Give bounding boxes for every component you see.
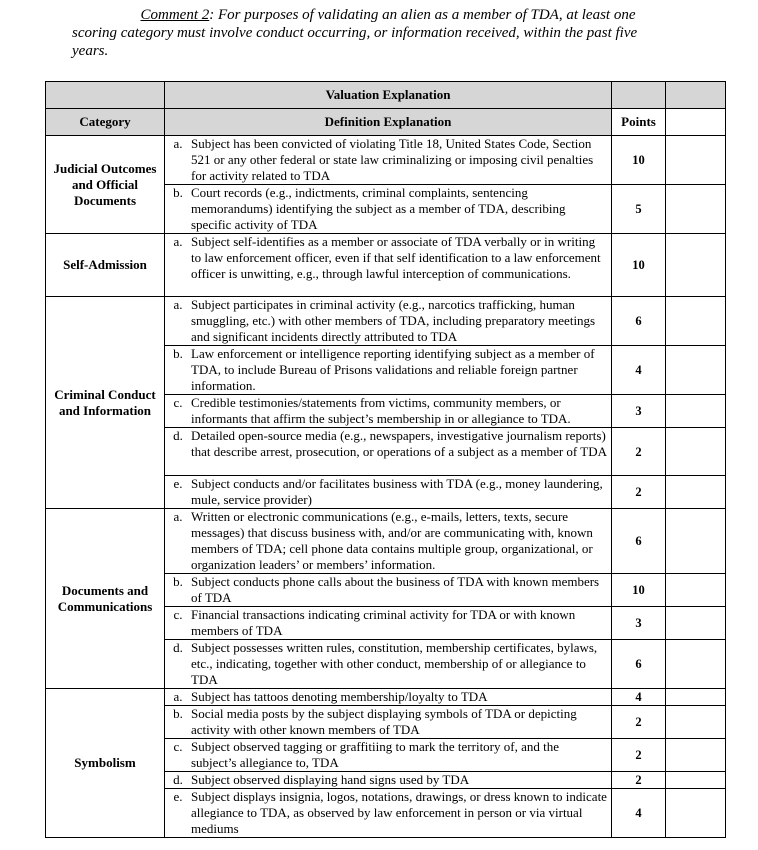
extra-cell [666, 640, 726, 689]
definition-cell [165, 772, 612, 789]
item-letter: c. [173, 739, 183, 754]
header-blank-points [612, 82, 666, 109]
header-extra [666, 109, 726, 136]
item-text: Credible testimonies/statements from victims, community members, or informants that affirm the subject’s membership in or allegiance to TDA. [191, 395, 571, 426]
header-row [46, 109, 726, 136]
header-blank-right [666, 82, 726, 109]
item-letter: d. [173, 772, 183, 787]
item-letter: a. [173, 136, 183, 151]
extra-cell [666, 574, 726, 607]
item-text: Social media posts by the subject displaying symbols of TDA or depicting activity with other known members of TDA [191, 706, 577, 737]
item-text: Financial transactions indicating criminal activity for TDA or with known members of TDA [191, 607, 576, 638]
category-cell: Documents and Communications [46, 509, 165, 689]
extra-cell [666, 346, 726, 395]
comment-line-2: scoring category must involve conduct occurring, or information received, within the past five [72, 25, 638, 41]
definition-cell [165, 689, 612, 706]
points-cell: 4 [612, 346, 666, 395]
item-text: Detailed open-source media (e.g., newspapers, investigative journalism reports) that describe arrest, prosecution, or operations of a subject as a member of TDA [191, 428, 607, 459]
item-letter: b. [173, 185, 183, 200]
extra-cell [666, 772, 726, 789]
header-points: Points [612, 109, 666, 136]
extra-cell [666, 136, 726, 185]
points-cell: 2 [612, 428, 666, 476]
category-cell: Symbolism [46, 689, 165, 838]
item-letter: a. [173, 509, 183, 524]
item-text: Law enforcement or intelligence reporting identifying subject as a member of TDA, to include Bureau of Prisons validations and reliable foreign partner information. [191, 346, 595, 393]
definition-cell [165, 607, 612, 640]
comment-line-1 [68, 6, 698, 24]
table-row [46, 136, 726, 185]
definition-cell [165, 395, 612, 428]
item-letter: d. [173, 640, 183, 655]
table-row [46, 234, 726, 297]
extra-cell [666, 185, 726, 234]
item-text: Subject observed tagging or graffitiing to mark the territory of, and the subject’s allegiance to, TDA [191, 739, 559, 770]
comment-text-1: : For purposes of validating an alien as a member of TDA, at least one [209, 7, 636, 23]
item-text: Subject conducts phone calls about the business of TDA with known members of TDA [191, 574, 600, 605]
extra-cell [666, 689, 726, 706]
points-cell: 4 [612, 689, 666, 706]
extra-cell [666, 428, 726, 476]
points-cell: 2 [612, 739, 666, 772]
extra-cell [666, 395, 726, 428]
item-text: Subject participates in criminal activity (e.g., narcotics trafficking, human smuggling, etc.) with other members of TDA, including preparatory meetings and significant incidents directly attributed to TDA [191, 297, 596, 344]
item-letter: b. [173, 574, 183, 589]
header-definition: Definition Explanation [165, 109, 612, 136]
item-text: Subject possesses written rules, constitution, membership certificates, bylaws, etc., indicating, together with other conduct, membership of or allegiance to TDA [191, 640, 598, 687]
points-cell: 6 [612, 640, 666, 689]
item-letter: c. [173, 395, 183, 410]
definition-cell [165, 476, 612, 509]
item-text: Subject observed displaying hand signs used by TDA [191, 772, 470, 787]
points-cell: 10 [612, 136, 666, 185]
extra-cell [666, 234, 726, 297]
category-cell: Self-Admission [46, 234, 165, 297]
category-cell: Criminal Conduct and Information [46, 297, 165, 509]
extra-cell [666, 476, 726, 509]
definition-cell [165, 428, 612, 476]
table-row [46, 689, 726, 706]
item-text: Subject self-identifies as a member or associate of TDA verbally or in writing to law enforcement officer, even if that self identification to a law enforcement officer is unwitting, e.g., through lawful interception of communications. [191, 234, 601, 281]
points-cell: 4 [612, 789, 666, 838]
item-text: Subject conducts and/or facilitates business with TDA (e.g., money laundering, mule, service provider) [191, 476, 603, 507]
definition-cell [165, 789, 612, 838]
item-letter: e. [173, 476, 183, 491]
comment-line-3: years. [72, 43, 109, 59]
definition-cell [165, 136, 612, 185]
definition-cell [165, 706, 612, 739]
definition-cell [165, 297, 612, 346]
item-letter: c. [173, 607, 183, 622]
extra-cell [666, 706, 726, 739]
item-text: Court records (e.g., indictments, criminal complaints, sentencing memorandums) identifying the subject as a member of TDA, describing specific activity of TDA [191, 185, 566, 232]
comment-note [68, 6, 698, 60]
definition-cell [165, 739, 612, 772]
definition-cell [165, 574, 612, 607]
points-cell: 3 [612, 607, 666, 640]
definition-cell [165, 509, 612, 574]
comment-label: Comment 2 [140, 7, 210, 23]
points-cell: 2 [612, 476, 666, 509]
extra-cell [666, 607, 726, 640]
points-cell: 10 [612, 234, 666, 297]
points-cell: 10 [612, 574, 666, 607]
header-blank-left [46, 82, 165, 109]
header-category: Category [46, 109, 165, 136]
item-letter: d. [173, 428, 183, 443]
item-text: Subject has tattoos denoting membership/loyalty to TDA [191, 689, 488, 704]
extra-cell [666, 789, 726, 838]
extra-cell [666, 297, 726, 346]
points-cell: 2 [612, 706, 666, 739]
points-cell: 2 [612, 772, 666, 789]
item-letter: a. [173, 689, 183, 704]
points-cell: 3 [612, 395, 666, 428]
valuation-table [45, 81, 726, 838]
points-cell: 6 [612, 297, 666, 346]
item-text: Subject displays insignia, logos, notations, drawings, or dress known to indicate allegiance to TDA, as observed by law enforcement in person or via virtual mediums [191, 789, 607, 836]
header-row-top [46, 82, 726, 109]
table-row [46, 509, 726, 574]
item-letter: a. [173, 297, 183, 312]
item-letter: e. [173, 789, 183, 804]
definition-cell [165, 346, 612, 395]
item-text: Written or electronic communications (e.g., e-mails, letters, texts, secure messages) that discuss business with, and/or are communicating with, known members of TDA; cell phone data contains multiple group, organizational, or organization leaders’ or members’ information. [191, 509, 593, 572]
item-letter: b. [173, 706, 183, 721]
points-cell: 5 [612, 185, 666, 234]
points-cell: 6 [612, 509, 666, 574]
definition-cell [165, 234, 612, 297]
header-valuation: Valuation Explanation [165, 82, 612, 109]
definition-cell [165, 640, 612, 689]
extra-cell [666, 509, 726, 574]
category-cell: Judicial Outcomes and Official Documents [46, 136, 165, 234]
item-text: Subject has been convicted of violating Title 18, United States Code, Section 521 or any other federal or state law criminalizing or imposing civil penalties for activity related to TDA [191, 136, 594, 183]
extra-cell [666, 739, 726, 772]
item-letter: a. [173, 234, 183, 249]
item-letter: b. [173, 346, 183, 361]
table-row [46, 297, 726, 346]
definition-cell [165, 185, 612, 234]
